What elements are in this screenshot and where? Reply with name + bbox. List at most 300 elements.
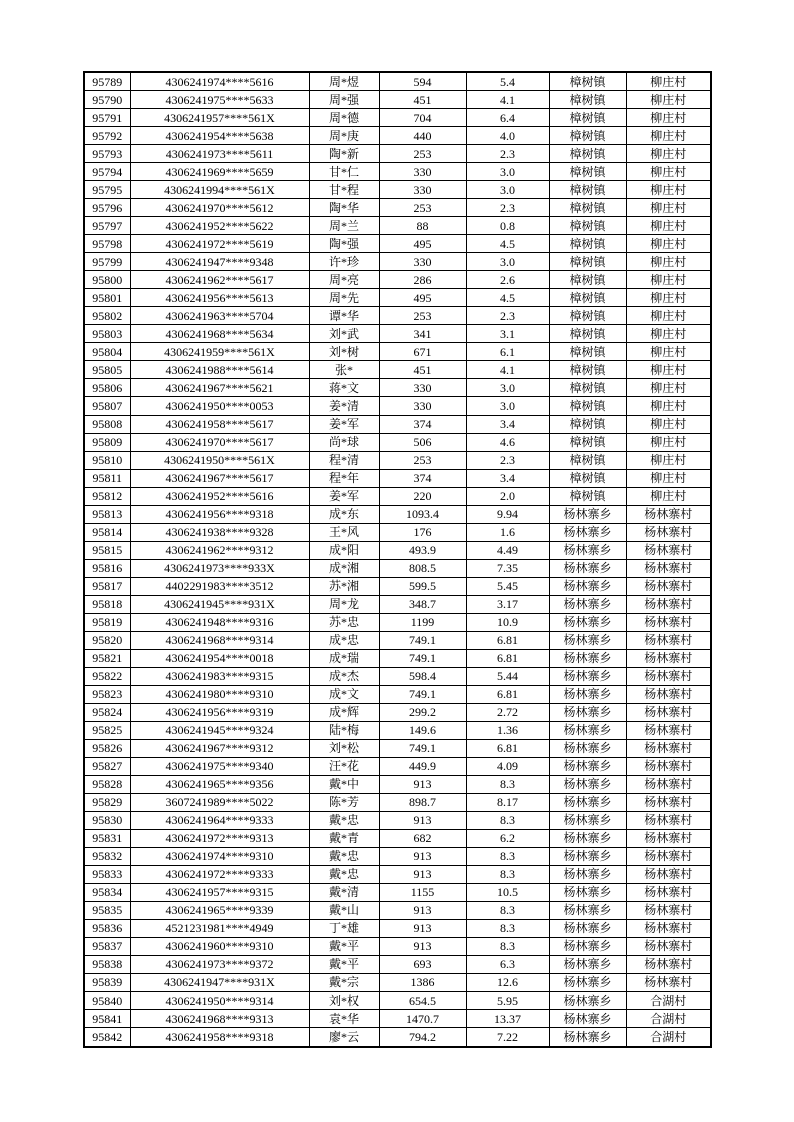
table-row (84, 631, 711, 649)
table-row (84, 523, 711, 541)
cell-town: 樟树镇 (549, 253, 626, 271)
table-row (84, 703, 711, 721)
cell-id-number: 4306241956****5613 (130, 289, 309, 307)
cell-secondary-amount: 13.37 (466, 1010, 549, 1028)
table-body (84, 72, 711, 1047)
cell-secondary-amount: 10.5 (466, 883, 549, 901)
cell-secondary-amount: 3.1 (466, 325, 549, 343)
cell-town: 杨林寨乡 (549, 595, 626, 613)
cell-id-number: 4306241960****9310 (130, 937, 309, 955)
cell-amount: 913 (379, 775, 466, 793)
cell-id-number: 4306241956****9318 (130, 505, 309, 523)
cell-name: 成*杰 (309, 667, 379, 685)
cell-town: 樟树镇 (549, 109, 626, 127)
cell-secondary-amount: 4.5 (466, 235, 549, 253)
cell-name: 丁*雄 (309, 919, 379, 937)
cell-id-number: 4306241950****561X (130, 451, 309, 469)
cell-amount: 808.5 (379, 559, 466, 577)
table-row (84, 415, 711, 433)
cell-village: 杨林寨村 (626, 865, 711, 883)
cell-village: 杨林寨村 (626, 721, 711, 739)
cell-id-number: 4306241967****9312 (130, 739, 309, 757)
cell-name: 蒋*文 (309, 379, 379, 397)
cell-secondary-amount: 8.3 (466, 775, 549, 793)
cell-name: 姜*清 (309, 397, 379, 415)
table-row (84, 1028, 711, 1047)
cell-town: 樟树镇 (549, 235, 626, 253)
cell-town: 樟树镇 (549, 307, 626, 325)
table-row (84, 505, 711, 523)
cell-name: 成*忠 (309, 631, 379, 649)
cell-id-number: 4306241983****9315 (130, 667, 309, 685)
cell-village: 柳庄村 (626, 307, 711, 325)
cell-town: 杨林寨乡 (549, 973, 626, 991)
cell-secondary-amount: 6.81 (466, 649, 549, 667)
cell-row-number: 95838 (84, 955, 130, 973)
cell-name: 苏*湘 (309, 577, 379, 595)
cell-id-number: 4306241968****9313 (130, 1010, 309, 1028)
cell-town: 樟树镇 (549, 487, 626, 505)
cell-village: 柳庄村 (626, 109, 711, 127)
cell-secondary-amount: 8.17 (466, 793, 549, 811)
cell-name: 成*瑞 (309, 649, 379, 667)
cell-row-number: 95829 (84, 793, 130, 811)
cell-row-number: 95789 (84, 72, 130, 91)
table-row (84, 325, 711, 343)
table-row (84, 757, 711, 775)
cell-secondary-amount: 4.09 (466, 757, 549, 775)
cell-village: 杨林寨村 (626, 901, 711, 919)
cell-row-number: 95821 (84, 649, 130, 667)
cell-name: 陆*梅 (309, 721, 379, 739)
cell-id-number: 4306241970****5612 (130, 199, 309, 217)
cell-village: 柳庄村 (626, 415, 711, 433)
cell-row-number: 95837 (84, 937, 130, 955)
cell-row-number: 95819 (84, 613, 130, 631)
cell-name: 周*强 (309, 91, 379, 109)
cell-id-number: 4306241973****933X (130, 559, 309, 577)
cell-name: 成*阳 (309, 541, 379, 559)
cell-secondary-amount: 3.4 (466, 415, 549, 433)
cell-amount: 330 (379, 181, 466, 199)
cell-row-number: 95800 (84, 271, 130, 289)
cell-secondary-amount: 4.49 (466, 541, 549, 559)
cell-name: 周*亮 (309, 271, 379, 289)
cell-row-number: 95835 (84, 901, 130, 919)
table-row (84, 163, 711, 181)
cell-secondary-amount: 8.3 (466, 919, 549, 937)
cell-name: 成*文 (309, 685, 379, 703)
cell-name: 陶*强 (309, 235, 379, 253)
table-row (84, 253, 711, 271)
cell-town: 杨林寨乡 (549, 559, 626, 577)
cell-amount: 451 (379, 91, 466, 109)
cell-id-number: 4306241973****9372 (130, 955, 309, 973)
cell-secondary-amount: 3.4 (466, 469, 549, 487)
cell-name: 姜*军 (309, 415, 379, 433)
cell-row-number: 95833 (84, 865, 130, 883)
cell-row-number: 95836 (84, 919, 130, 937)
cell-village: 杨林寨村 (626, 829, 711, 847)
cell-village: 杨林寨村 (626, 757, 711, 775)
cell-amount: 749.1 (379, 685, 466, 703)
cell-row-number: 95826 (84, 739, 130, 757)
cell-town: 杨林寨乡 (549, 577, 626, 595)
table-row (84, 883, 711, 901)
table-row (84, 973, 711, 991)
cell-amount: 1470.7 (379, 1010, 466, 1028)
cell-town: 杨林寨乡 (549, 901, 626, 919)
cell-village: 杨林寨村 (626, 793, 711, 811)
cell-id-number: 4306241962****9312 (130, 541, 309, 559)
cell-village: 柳庄村 (626, 433, 711, 451)
cell-id-number: 4306241972****9313 (130, 829, 309, 847)
cell-village: 杨林寨村 (626, 541, 711, 559)
cell-amount: 898.7 (379, 793, 466, 811)
cell-secondary-amount: 7.22 (466, 1028, 549, 1047)
cell-village: 杨林寨村 (626, 775, 711, 793)
cell-amount: 440 (379, 127, 466, 145)
cell-amount: 330 (379, 379, 466, 397)
table-row (84, 307, 711, 325)
cell-village: 柳庄村 (626, 91, 711, 109)
table-row (84, 181, 711, 199)
cell-row-number: 95799 (84, 253, 130, 271)
cell-amount: 253 (379, 199, 466, 217)
cell-row-number: 95802 (84, 307, 130, 325)
cell-village: 杨林寨村 (626, 919, 711, 937)
cell-name: 王*风 (309, 523, 379, 541)
cell-amount: 671 (379, 343, 466, 361)
cell-amount: 913 (379, 937, 466, 955)
table-row (84, 901, 711, 919)
cell-row-number: 95790 (84, 91, 130, 109)
cell-secondary-amount: 1.6 (466, 523, 549, 541)
cell-village: 柳庄村 (626, 145, 711, 163)
cell-amount: 299.2 (379, 703, 466, 721)
cell-amount: 1199 (379, 613, 466, 631)
table-row (84, 343, 711, 361)
table-row (84, 1010, 711, 1028)
cell-village: 柳庄村 (626, 361, 711, 379)
cell-id-number: 4306241972****5619 (130, 235, 309, 253)
cell-village: 柳庄村 (626, 181, 711, 199)
cell-town: 樟树镇 (549, 433, 626, 451)
cell-secondary-amount: 3.0 (466, 181, 549, 199)
cell-secondary-amount: 12.6 (466, 973, 549, 991)
cell-town: 杨林寨乡 (549, 883, 626, 901)
table-row (84, 937, 711, 955)
cell-amount: 253 (379, 145, 466, 163)
cell-id-number: 4306241948****9316 (130, 613, 309, 631)
cell-town: 杨林寨乡 (549, 541, 626, 559)
cell-id-number: 4306241958****5617 (130, 415, 309, 433)
cell-village: 合湖村 (626, 992, 711, 1010)
cell-name: 刘*权 (309, 992, 379, 1010)
cell-row-number: 95830 (84, 811, 130, 829)
cell-village: 柳庄村 (626, 325, 711, 343)
cell-town: 杨林寨乡 (549, 937, 626, 955)
cell-row-number: 95801 (84, 289, 130, 307)
cell-row-number: 95795 (84, 181, 130, 199)
cell-name: 汪*花 (309, 757, 379, 775)
cell-town: 杨林寨乡 (549, 1010, 626, 1028)
cell-town: 杨林寨乡 (549, 613, 626, 631)
cell-row-number: 95817 (84, 577, 130, 595)
cell-town: 杨林寨乡 (549, 1028, 626, 1047)
cell-id-number: 4306241962****5617 (130, 271, 309, 289)
cell-village: 杨林寨村 (626, 523, 711, 541)
cell-town: 杨林寨乡 (549, 829, 626, 847)
cell-village: 柳庄村 (626, 469, 711, 487)
cell-amount: 330 (379, 397, 466, 415)
table-row (84, 145, 711, 163)
cell-village: 杨林寨村 (626, 649, 711, 667)
cell-secondary-amount: 2.3 (466, 451, 549, 469)
cell-secondary-amount: 6.81 (466, 631, 549, 649)
cell-secondary-amount: 4.1 (466, 361, 549, 379)
cell-id-number: 4306241975****5633 (130, 91, 309, 109)
cell-amount: 599.5 (379, 577, 466, 595)
cell-id-number: 4306241954****0018 (130, 649, 309, 667)
cell-village: 柳庄村 (626, 397, 711, 415)
cell-secondary-amount: 6.81 (466, 685, 549, 703)
cell-row-number: 95840 (84, 992, 130, 1010)
cell-name: 戴*中 (309, 775, 379, 793)
cell-name: 戴*忠 (309, 847, 379, 865)
cell-village: 柳庄村 (626, 163, 711, 181)
cell-amount: 88 (379, 217, 466, 235)
cell-amount: 654.5 (379, 992, 466, 1010)
cell-secondary-amount: 4.1 (466, 91, 549, 109)
cell-amount: 341 (379, 325, 466, 343)
cell-id-number: 4306241972****9333 (130, 865, 309, 883)
cell-village: 杨林寨村 (626, 703, 711, 721)
cell-town: 樟树镇 (549, 361, 626, 379)
cell-village: 杨林寨村 (626, 685, 711, 703)
cell-village: 柳庄村 (626, 72, 711, 91)
cell-amount: 330 (379, 163, 466, 181)
cell-amount: 693 (379, 955, 466, 973)
cell-secondary-amount: 6.2 (466, 829, 549, 847)
cell-town: 杨林寨乡 (549, 919, 626, 937)
cell-town: 杨林寨乡 (549, 739, 626, 757)
cell-town: 樟树镇 (549, 325, 626, 343)
cell-amount: 495 (379, 289, 466, 307)
cell-amount: 594 (379, 72, 466, 91)
cell-id-number: 4306241988****5614 (130, 361, 309, 379)
cell-secondary-amount: 1.36 (466, 721, 549, 739)
cell-secondary-amount: 10.9 (466, 613, 549, 631)
cell-town: 樟树镇 (549, 469, 626, 487)
cell-id-number: 4306241968****5634 (130, 325, 309, 343)
cell-name: 戴*青 (309, 829, 379, 847)
cell-name: 成*东 (309, 505, 379, 523)
table-row (84, 793, 711, 811)
cell-name: 甘*仁 (309, 163, 379, 181)
cell-village: 杨林寨村 (626, 595, 711, 613)
cell-name: 周*庚 (309, 127, 379, 145)
cell-town: 杨林寨乡 (549, 847, 626, 865)
cell-secondary-amount: 6.4 (466, 109, 549, 127)
cell-row-number: 95823 (84, 685, 130, 703)
cell-id-number: 4306241965****9356 (130, 775, 309, 793)
cell-secondary-amount: 3.0 (466, 379, 549, 397)
cell-name: 戴*宗 (309, 973, 379, 991)
cell-amount: 506 (379, 433, 466, 451)
table-row (84, 433, 711, 451)
cell-id-number: 4306241967****5617 (130, 469, 309, 487)
cell-town: 杨林寨乡 (549, 505, 626, 523)
cell-secondary-amount: 5.44 (466, 667, 549, 685)
table-row (84, 109, 711, 127)
cell-village: 柳庄村 (626, 253, 711, 271)
cell-secondary-amount: 2.3 (466, 307, 549, 325)
cell-amount: 749.1 (379, 739, 466, 757)
cell-name: 陈*芳 (309, 793, 379, 811)
cell-town: 杨林寨乡 (549, 775, 626, 793)
cell-secondary-amount: 6.81 (466, 739, 549, 757)
table-row (84, 811, 711, 829)
cell-amount: 749.1 (379, 649, 466, 667)
cell-amount: 598.4 (379, 667, 466, 685)
cell-town: 杨林寨乡 (549, 757, 626, 775)
cell-secondary-amount: 3.0 (466, 253, 549, 271)
cell-village: 柳庄村 (626, 235, 711, 253)
table-row (84, 127, 711, 145)
cell-secondary-amount: 8.3 (466, 865, 549, 883)
cell-id-number: 4306241969****5659 (130, 163, 309, 181)
cell-id-number: 4306241945****931X (130, 595, 309, 613)
cell-amount: 493.9 (379, 541, 466, 559)
cell-town: 樟树镇 (549, 217, 626, 235)
table-row (84, 829, 711, 847)
table-row (84, 739, 711, 757)
table-row (84, 992, 711, 1010)
table-row (84, 667, 711, 685)
table-row (84, 541, 711, 559)
cell-row-number: 95820 (84, 631, 130, 649)
cell-row-number: 95812 (84, 487, 130, 505)
table-row (84, 451, 711, 469)
cell-row-number: 95831 (84, 829, 130, 847)
cell-village: 柳庄村 (626, 271, 711, 289)
cell-secondary-amount: 8.3 (466, 847, 549, 865)
cell-village: 杨林寨村 (626, 883, 711, 901)
cell-id-number: 4306241967****5621 (130, 379, 309, 397)
cell-name: 成*湘 (309, 559, 379, 577)
cell-town: 樟树镇 (549, 72, 626, 91)
cell-town: 杨林寨乡 (549, 523, 626, 541)
cell-village: 柳庄村 (626, 343, 711, 361)
cell-village: 杨林寨村 (626, 613, 711, 631)
cell-id-number: 4306241945****9324 (130, 721, 309, 739)
cell-village: 杨林寨村 (626, 667, 711, 685)
cell-town: 杨林寨乡 (549, 992, 626, 1010)
cell-name: 甘*程 (309, 181, 379, 199)
cell-village: 柳庄村 (626, 217, 711, 235)
cell-id-number: 4306241968****9314 (130, 631, 309, 649)
table-row (84, 685, 711, 703)
table-row (84, 217, 711, 235)
cell-row-number: 95842 (84, 1028, 130, 1047)
cell-town: 杨林寨乡 (549, 811, 626, 829)
cell-name: 苏*忠 (309, 613, 379, 631)
cell-village: 杨林寨村 (626, 739, 711, 757)
cell-id-number: 4306241952****5616 (130, 487, 309, 505)
cell-id-number: 4306241974****5616 (130, 72, 309, 91)
cell-amount: 1386 (379, 973, 466, 991)
table-row (84, 379, 711, 397)
cell-row-number: 95822 (84, 667, 130, 685)
cell-id-number: 4521231981****4949 (130, 919, 309, 937)
cell-amount: 449.9 (379, 757, 466, 775)
cell-id-number: 4306241952****5622 (130, 217, 309, 235)
cell-town: 杨林寨乡 (549, 721, 626, 739)
table-row (84, 289, 711, 307)
cell-row-number: 95811 (84, 469, 130, 487)
cell-amount: 286 (379, 271, 466, 289)
cell-secondary-amount: 8.3 (466, 937, 549, 955)
cell-secondary-amount: 8.3 (466, 811, 549, 829)
cell-village: 杨林寨村 (626, 973, 711, 991)
cell-row-number: 95841 (84, 1010, 130, 1028)
cell-row-number: 95816 (84, 559, 130, 577)
cell-row-number: 95824 (84, 703, 130, 721)
cell-town: 樟树镇 (549, 91, 626, 109)
table-row (84, 577, 711, 595)
cell-village: 杨林寨村 (626, 847, 711, 865)
cell-amount: 451 (379, 361, 466, 379)
cell-id-number: 3607241989****5022 (130, 793, 309, 811)
cell-town: 樟树镇 (549, 397, 626, 415)
cell-row-number: 95825 (84, 721, 130, 739)
cell-secondary-amount: 2.3 (466, 199, 549, 217)
cell-town: 樟树镇 (549, 199, 626, 217)
cell-town: 樟树镇 (549, 379, 626, 397)
cell-row-number: 95808 (84, 415, 130, 433)
cell-row-number: 95798 (84, 235, 130, 253)
cell-name: 戴*平 (309, 937, 379, 955)
cell-secondary-amount: 5.45 (466, 577, 549, 595)
cell-secondary-amount: 2.6 (466, 271, 549, 289)
cell-row-number: 95803 (84, 325, 130, 343)
cell-village: 柳庄村 (626, 379, 711, 397)
cell-secondary-amount: 5.4 (466, 72, 549, 91)
cell-name: 陶*新 (309, 145, 379, 163)
cell-name: 周*先 (309, 289, 379, 307)
cell-name: 张* (309, 361, 379, 379)
cell-village: 柳庄村 (626, 127, 711, 145)
cell-village: 柳庄村 (626, 487, 711, 505)
cell-amount: 913 (379, 919, 466, 937)
cell-name: 刘*松 (309, 739, 379, 757)
table-row (84, 613, 711, 631)
cell-amount: 374 (379, 469, 466, 487)
cell-row-number: 95828 (84, 775, 130, 793)
cell-amount: 495 (379, 235, 466, 253)
table-row (84, 487, 711, 505)
table-row (84, 469, 711, 487)
cell-village: 杨林寨村 (626, 505, 711, 523)
cell-amount: 913 (379, 811, 466, 829)
cell-secondary-amount: 3.0 (466, 163, 549, 181)
cell-town: 樟树镇 (549, 271, 626, 289)
cell-secondary-amount: 7.35 (466, 559, 549, 577)
table-row (84, 397, 711, 415)
cell-secondary-amount: 0.8 (466, 217, 549, 235)
cell-village: 柳庄村 (626, 451, 711, 469)
